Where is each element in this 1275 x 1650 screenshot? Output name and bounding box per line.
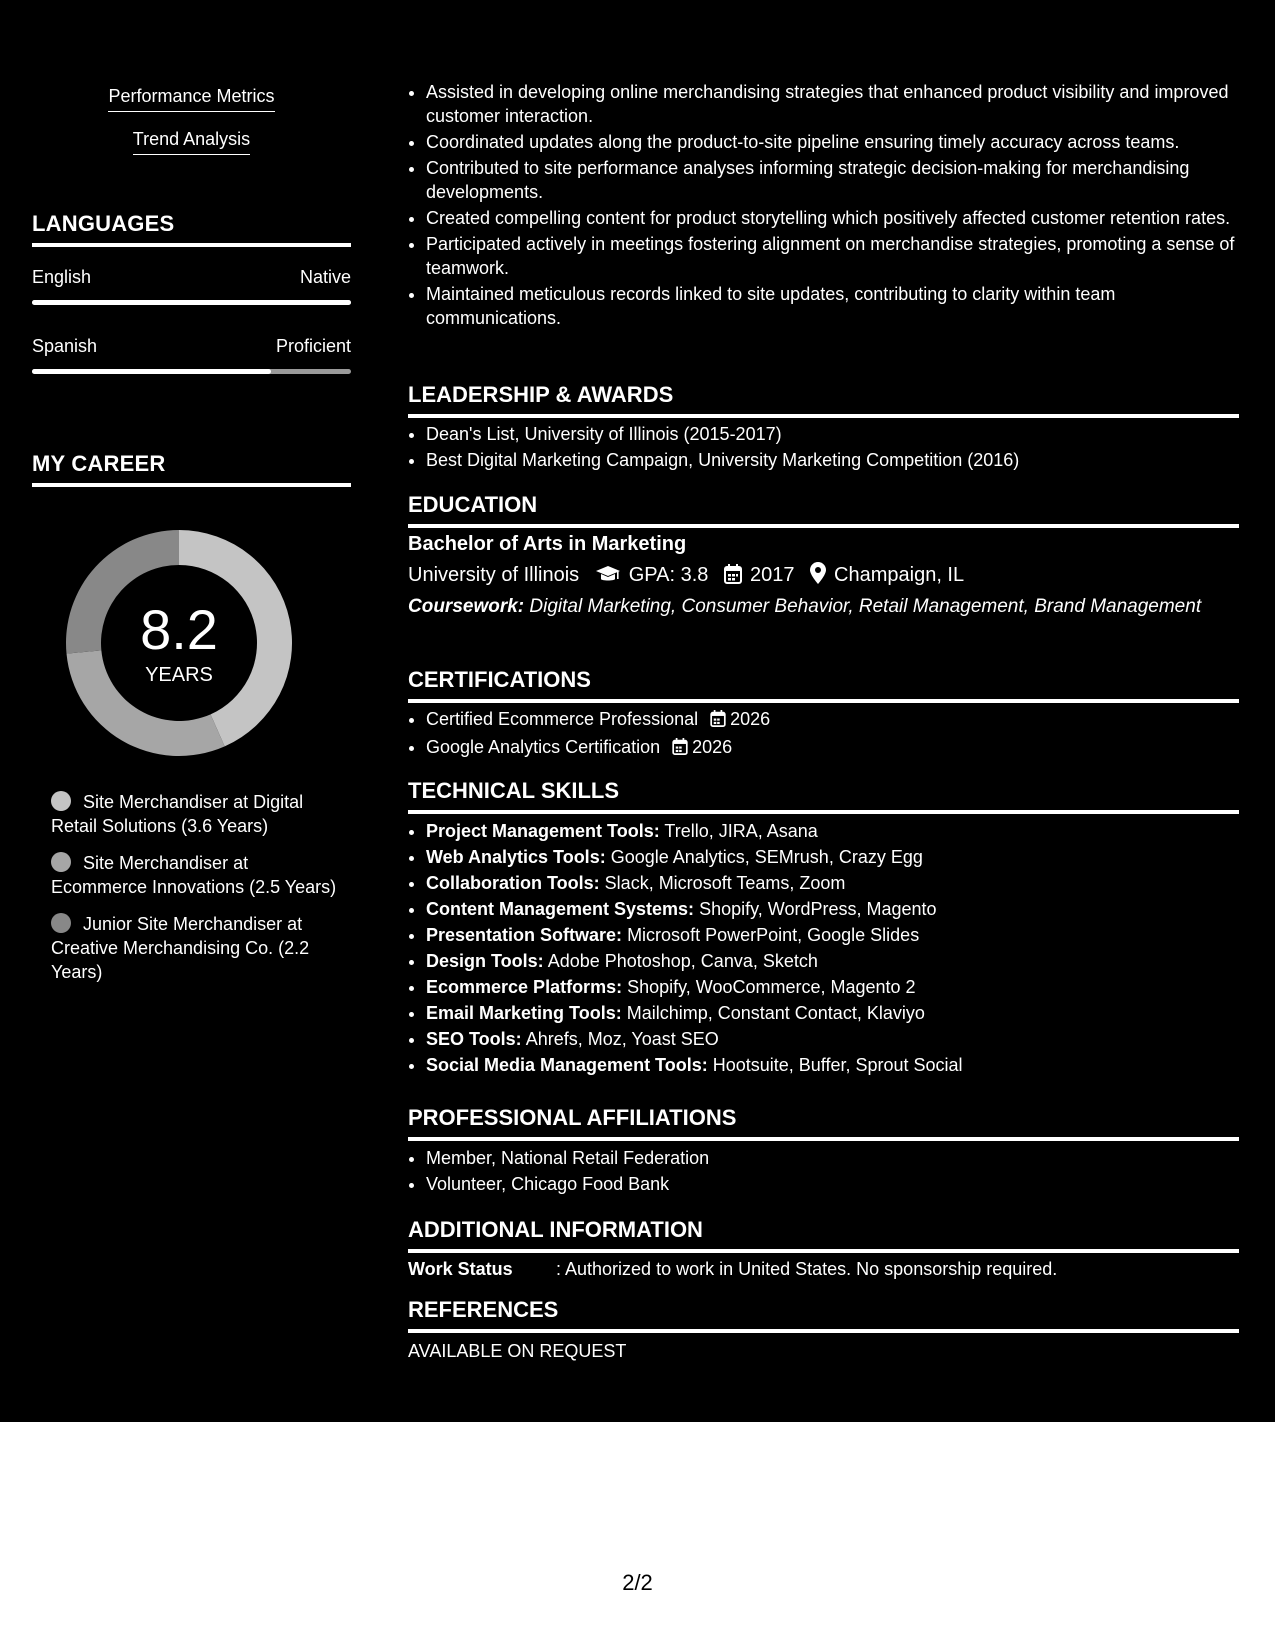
list-item — [426, 923, 1239, 947]
list-item — [426, 1053, 1239, 1077]
education-meta — [408, 561, 1239, 592]
language-name: Spanish — [32, 336, 98, 356]
list-item — [426, 707, 1239, 733]
additional-info — [408, 1257, 1239, 1281]
list-item — [426, 819, 1239, 843]
skill-label: Web Analytics Tools: — [426, 847, 606, 867]
career-item — [51, 790, 341, 838]
language-bar — [32, 300, 351, 305]
language-level: Native — [299, 267, 351, 287]
education-year: 2017 — [749, 564, 795, 586]
career-item-label: Junior Site Merchandiser at Creative Merchandising Co. (2.2 Years) — [51, 914, 310, 982]
skill-links — [32, 86, 351, 172]
list-item — [426, 735, 1239, 761]
list-item — [426, 845, 1239, 869]
certification-year: 2026 — [730, 709, 771, 729]
education-degree: Bachelor of Arts in Marketing — [408, 533, 687, 555]
legend-dot-icon — [51, 913, 71, 933]
career-item — [51, 912, 341, 984]
section-heading-technical-skills: TECHNICAL SKILLS — [408, 778, 1239, 814]
education-entry — [408, 531, 1239, 619]
section-heading-leadership: LEADERSHIP & AWARDS — [408, 382, 1239, 418]
skill-value: Microsoft PowerPoint, Google Slides — [627, 925, 920, 945]
certification-year: 2026 — [692, 737, 733, 757]
career-heading: MY CAREER — [32, 451, 351, 487]
coursework-text: Digital Marketing, Consumer Behavior, Retail Management, Brand Management — [529, 596, 1202, 617]
language-name: English — [32, 267, 92, 287]
list-item: • Coordinated updates along the product-to-site pipeline ensuring timely accuracy across teams. — [426, 130, 1239, 154]
skill-label: Email Marketing Tools: — [426, 1003, 622, 1023]
career-item — [51, 851, 341, 899]
skill-value: Mailchimp, Constant Contact, Klaviyo — [626, 1003, 925, 1023]
language-level: Proficient — [275, 336, 351, 356]
skill-value: Ahrefs, Moz, Yoast SEO — [525, 1029, 719, 1049]
page-number: 2/2 — [622, 1570, 653, 1595]
list-item — [426, 897, 1239, 921]
list-item — [426, 1027, 1239, 1051]
leadership-list — [408, 422, 1239, 474]
skill-link[interactable]: Trend Analysis — [133, 129, 250, 155]
references-body — [408, 1339, 1239, 1363]
skill-label: Project Management Tools: — [426, 821, 660, 841]
skill-label: Ecommerce Platforms: — [426, 977, 623, 997]
technical-skills-list — [408, 819, 1239, 1079]
list-item: • Volunteer, Chicago Food Bank — [426, 1172, 1239, 1196]
list-item — [426, 871, 1239, 895]
sidebar — [32, 0, 351, 1422]
list-item: • Assisted in developing online merchandising strategies that enhanced product visibility and improved customer interaction. — [426, 80, 1239, 128]
career-legend — [51, 790, 341, 997]
career-item-label: Site Merchandiser at Ecommerce Innovations (2.5 Years) — [51, 853, 337, 897]
calendar-icon — [724, 564, 742, 592]
language-bar-fill — [32, 300, 351, 305]
list-item — [426, 975, 1239, 999]
skill-value: Hootsuite, Buffer, Sprout Social — [712, 1055, 963, 1075]
education-coursework — [408, 595, 1239, 619]
education-location: Champaign, IL — [834, 564, 965, 586]
location-pin-icon — [810, 562, 826, 592]
skill-label: Presentation Software: — [426, 925, 623, 945]
section-heading-education: EDUCATION — [408, 492, 1239, 528]
calendar-icon — [672, 737, 688, 761]
list-item: • Maintained meticulous records linked to site updates, contributing to clarity within team communications. — [426, 282, 1239, 330]
skill-link[interactable]: Performance Metrics — [108, 86, 274, 112]
languages-heading: LANGUAGES — [32, 211, 351, 247]
list-item: • Member, National Retail Federation — [426, 1146, 1239, 1170]
skill-value: Google Analytics, SEMrush, Crazy Egg — [610, 847, 923, 867]
list-item: • Contributed to site performance analyses informing strategic decision-making for merchandising developments. — [426, 156, 1239, 204]
skill-label: Content Management Systems: — [426, 899, 695, 919]
work-status-label: Work Status — [408, 1259, 513, 1279]
work-status-row — [408, 1257, 1239, 1281]
skill-value: Trello, JIRA, Asana — [664, 821, 818, 841]
list-item — [426, 949, 1239, 973]
education-school: University of Illinois — [408, 564, 580, 586]
section-heading-additional-info: ADDITIONAL INFORMATION — [408, 1217, 1239, 1253]
skill-value: Shopify, WooCommerce, Magento 2 — [627, 977, 916, 997]
certification-name: Google Analytics Certification — [426, 737, 661, 757]
section-heading-references: REFERENCES — [408, 1297, 1239, 1333]
coursework-label: Coursework: — [408, 596, 525, 617]
skill-label: Social Media Management Tools: — [426, 1055, 708, 1075]
legend-dot-icon — [51, 791, 71, 811]
list-item: • Participated actively in meetings fostering alignment on merchandise strategies, promoting a sense of teamwork. — [426, 232, 1239, 280]
language-bar-fill — [32, 369, 271, 374]
skill-value: Adobe Photoshop, Canva, Sketch — [547, 951, 818, 971]
skill-label: Collaboration Tools: — [426, 873, 600, 893]
section-heading-certifications: CERTIFICATIONS — [408, 667, 1239, 703]
list-item: • Created compelling content for product storytelling which positively affected customer retention rates. — [426, 206, 1239, 230]
experience-bullets — [408, 80, 1239, 332]
skill-label: Design Tools: — [426, 951, 544, 971]
section-heading-affiliations: PROFESSIONAL AFFILIATIONS — [408, 1105, 1239, 1141]
work-status-value: : Authorized to work in United States. No sponsorship required. — [556, 1259, 1058, 1279]
affiliations-list — [408, 1146, 1239, 1198]
calendar-icon — [710, 709, 726, 733]
references-text: AVAILABLE ON REQUEST — [408, 1341, 627, 1361]
skill-value: Slack, Microsoft Teams, Zoom — [604, 873, 846, 893]
language-bar — [32, 369, 351, 374]
certifications-list — [408, 707, 1239, 763]
career-total-unit: YEARS — [145, 664, 213, 686]
language-row — [32, 336, 351, 384]
career-item-label: Site Merchandiser at Digital Retail Solutions (3.6 Years) — [51, 792, 304, 836]
language-row — [32, 267, 351, 315]
career-total-years: 8.2 — [140, 598, 218, 661]
skill-label: SEO Tools: — [426, 1029, 522, 1049]
education-gpa: GPA: 3.8 — [628, 564, 709, 586]
list-item: • Best Digital Marketing Campaign, University Marketing Competition (2016) — [426, 448, 1239, 472]
list-item: • Dean's List, University of Illinois (2015-2017) — [426, 422, 1239, 446]
graduation-cap-icon — [595, 564, 621, 592]
list-item — [426, 1001, 1239, 1025]
legend-dot-icon — [51, 852, 71, 872]
certification-name: Certified Ecommerce Professional — [426, 709, 699, 729]
skill-value: Shopify, WordPress, Magento — [699, 899, 937, 919]
